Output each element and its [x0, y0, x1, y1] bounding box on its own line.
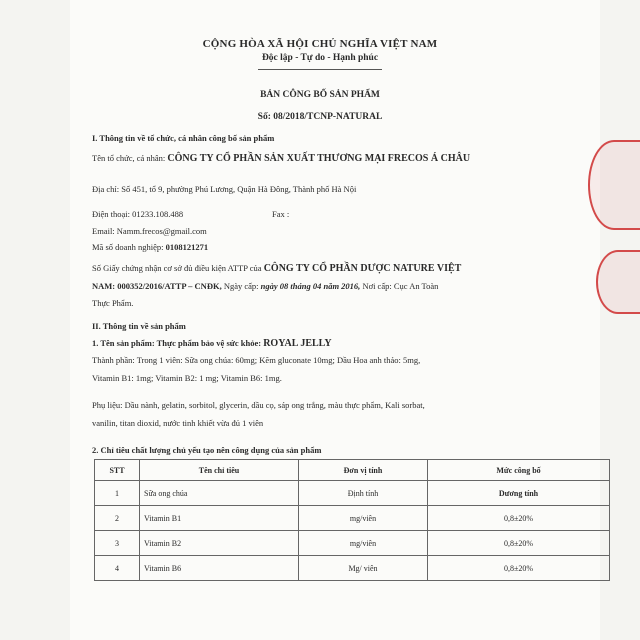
table-row	[95, 531, 610, 556]
document-number: Số: 08/2018/TCNP-NATURAL	[257, 112, 383, 122]
cell-level: 0,8±20%	[428, 531, 610, 556]
table-row	[95, 506, 610, 531]
cell-unit: Mg/ viên	[299, 556, 428, 581]
table-header-row	[95, 460, 610, 481]
cell-unit: Định tính	[299, 481, 428, 506]
quality-heading: 2. Chỉ tiêu chất lượng chủ yếu tạo nên công dụng của sản phẩm	[92, 445, 322, 455]
cell-unit: mg/viên	[299, 506, 428, 531]
phone-line: Điện thoại: 01233.108.488	[92, 209, 184, 219]
table-row	[95, 556, 610, 581]
company-seal-stamp	[596, 250, 640, 314]
cell-level: Dương tính	[428, 481, 610, 506]
certificate-line-2: NAM: 000352/2016/ATTP – CNĐK, Ngày cấp: ngày 08 tháng 04 năm 2016, Nơi cấp: Cục An Toàn	[92, 281, 439, 291]
section1-heading: I. Thông tin về tổ chức, cá nhân công bố sản phẩm	[92, 133, 275, 143]
col-header-unit: Đơn vị tính	[299, 460, 428, 481]
col-header-level: Mức công bố	[428, 460, 610, 481]
col-header-stt: STT	[95, 460, 140, 481]
cell-name: Vitamin B2	[140, 531, 299, 556]
excipients-line-1: Phụ liệu: Dầu nành, gelatin, sorbitol, glycerin, dầu cọ, sáp ong trắng, màu thực phẩm, Kali sorbat,	[92, 400, 425, 410]
cell-name: Sữa ong chúa	[140, 481, 299, 506]
org-name-line: Tên tổ chức, cá nhân: CÔNG TY CỔ PHẦN SẢN XUẤT THƯƠNG MẠI FRECOS Á CHÂU	[92, 153, 471, 164]
cell-level: 0,8±20%	[428, 506, 610, 531]
cell-stt: 2	[95, 506, 140, 531]
col-header-name: Tên chỉ tiêu	[140, 460, 299, 481]
address-line: Địa chỉ: Số 451, tổ 9, phường Phú Lương, Quận Hà Đông, Thành phố Hà Nội	[92, 184, 357, 194]
ingredients-line-2: Vitamin B1: 1mg; Vitamin B2: 1 mg; Vitamin B6: 1mg.	[92, 373, 282, 383]
table-row	[95, 481, 610, 506]
document-title: BẢN CÔNG BỐ SẢN PHẨM	[260, 90, 380, 100]
cell-name: Vitamin B6	[140, 556, 299, 581]
certificate-line-3: Thực Phẩm.	[92, 298, 134, 308]
excipients-line-2: vanilin, titan dioxid, nước tinh khiết vừa đủ 1 viên	[92, 418, 264, 428]
section2-heading: II. Thông tin về sản phẩm	[92, 321, 186, 331]
certificate-line-1: Số Giấy chứng nhận cơ sở đủ điều kiện ATTP của CÔNG TY CỔ PHẦN DƯỢC NATURE VIỆT	[92, 263, 462, 274]
quality-table	[94, 459, 610, 581]
header-divider	[258, 69, 382, 70]
fax-line: Fax :	[272, 209, 290, 219]
cell-unit: mg/viên	[299, 531, 428, 556]
cell-stt: 4	[95, 556, 140, 581]
cell-stt: 3	[95, 531, 140, 556]
email-line: Email: Namm.frecos@gmail.com	[92, 226, 207, 236]
cell-level: 0,8±20%	[428, 556, 610, 581]
tax-code-line: Mã số doanh nghiệp: 0108121271	[92, 242, 209, 252]
red-seal-stamp	[588, 140, 640, 230]
ingredients-line-1: Thành phần: Trong 1 viên: Sữa ong chúa: 60mg; Kẽm gluconate 10mg; Dầu Hoa anh thảo: 5mg,	[92, 355, 421, 365]
cell-stt: 1	[95, 481, 140, 506]
product-name-line: 1. Tên sản phẩm: Thực phẩm bảo vệ sức khỏe: ROYAL JELLY	[92, 338, 332, 349]
national-title: CỘNG HÒA XÃ HỘI CHỦ NGHĨA VIỆT NAM	[202, 38, 438, 50]
cell-name: Vitamin B1	[140, 506, 299, 531]
national-motto: Độc lập - Tự do - Hạnh phúc	[261, 53, 379, 63]
